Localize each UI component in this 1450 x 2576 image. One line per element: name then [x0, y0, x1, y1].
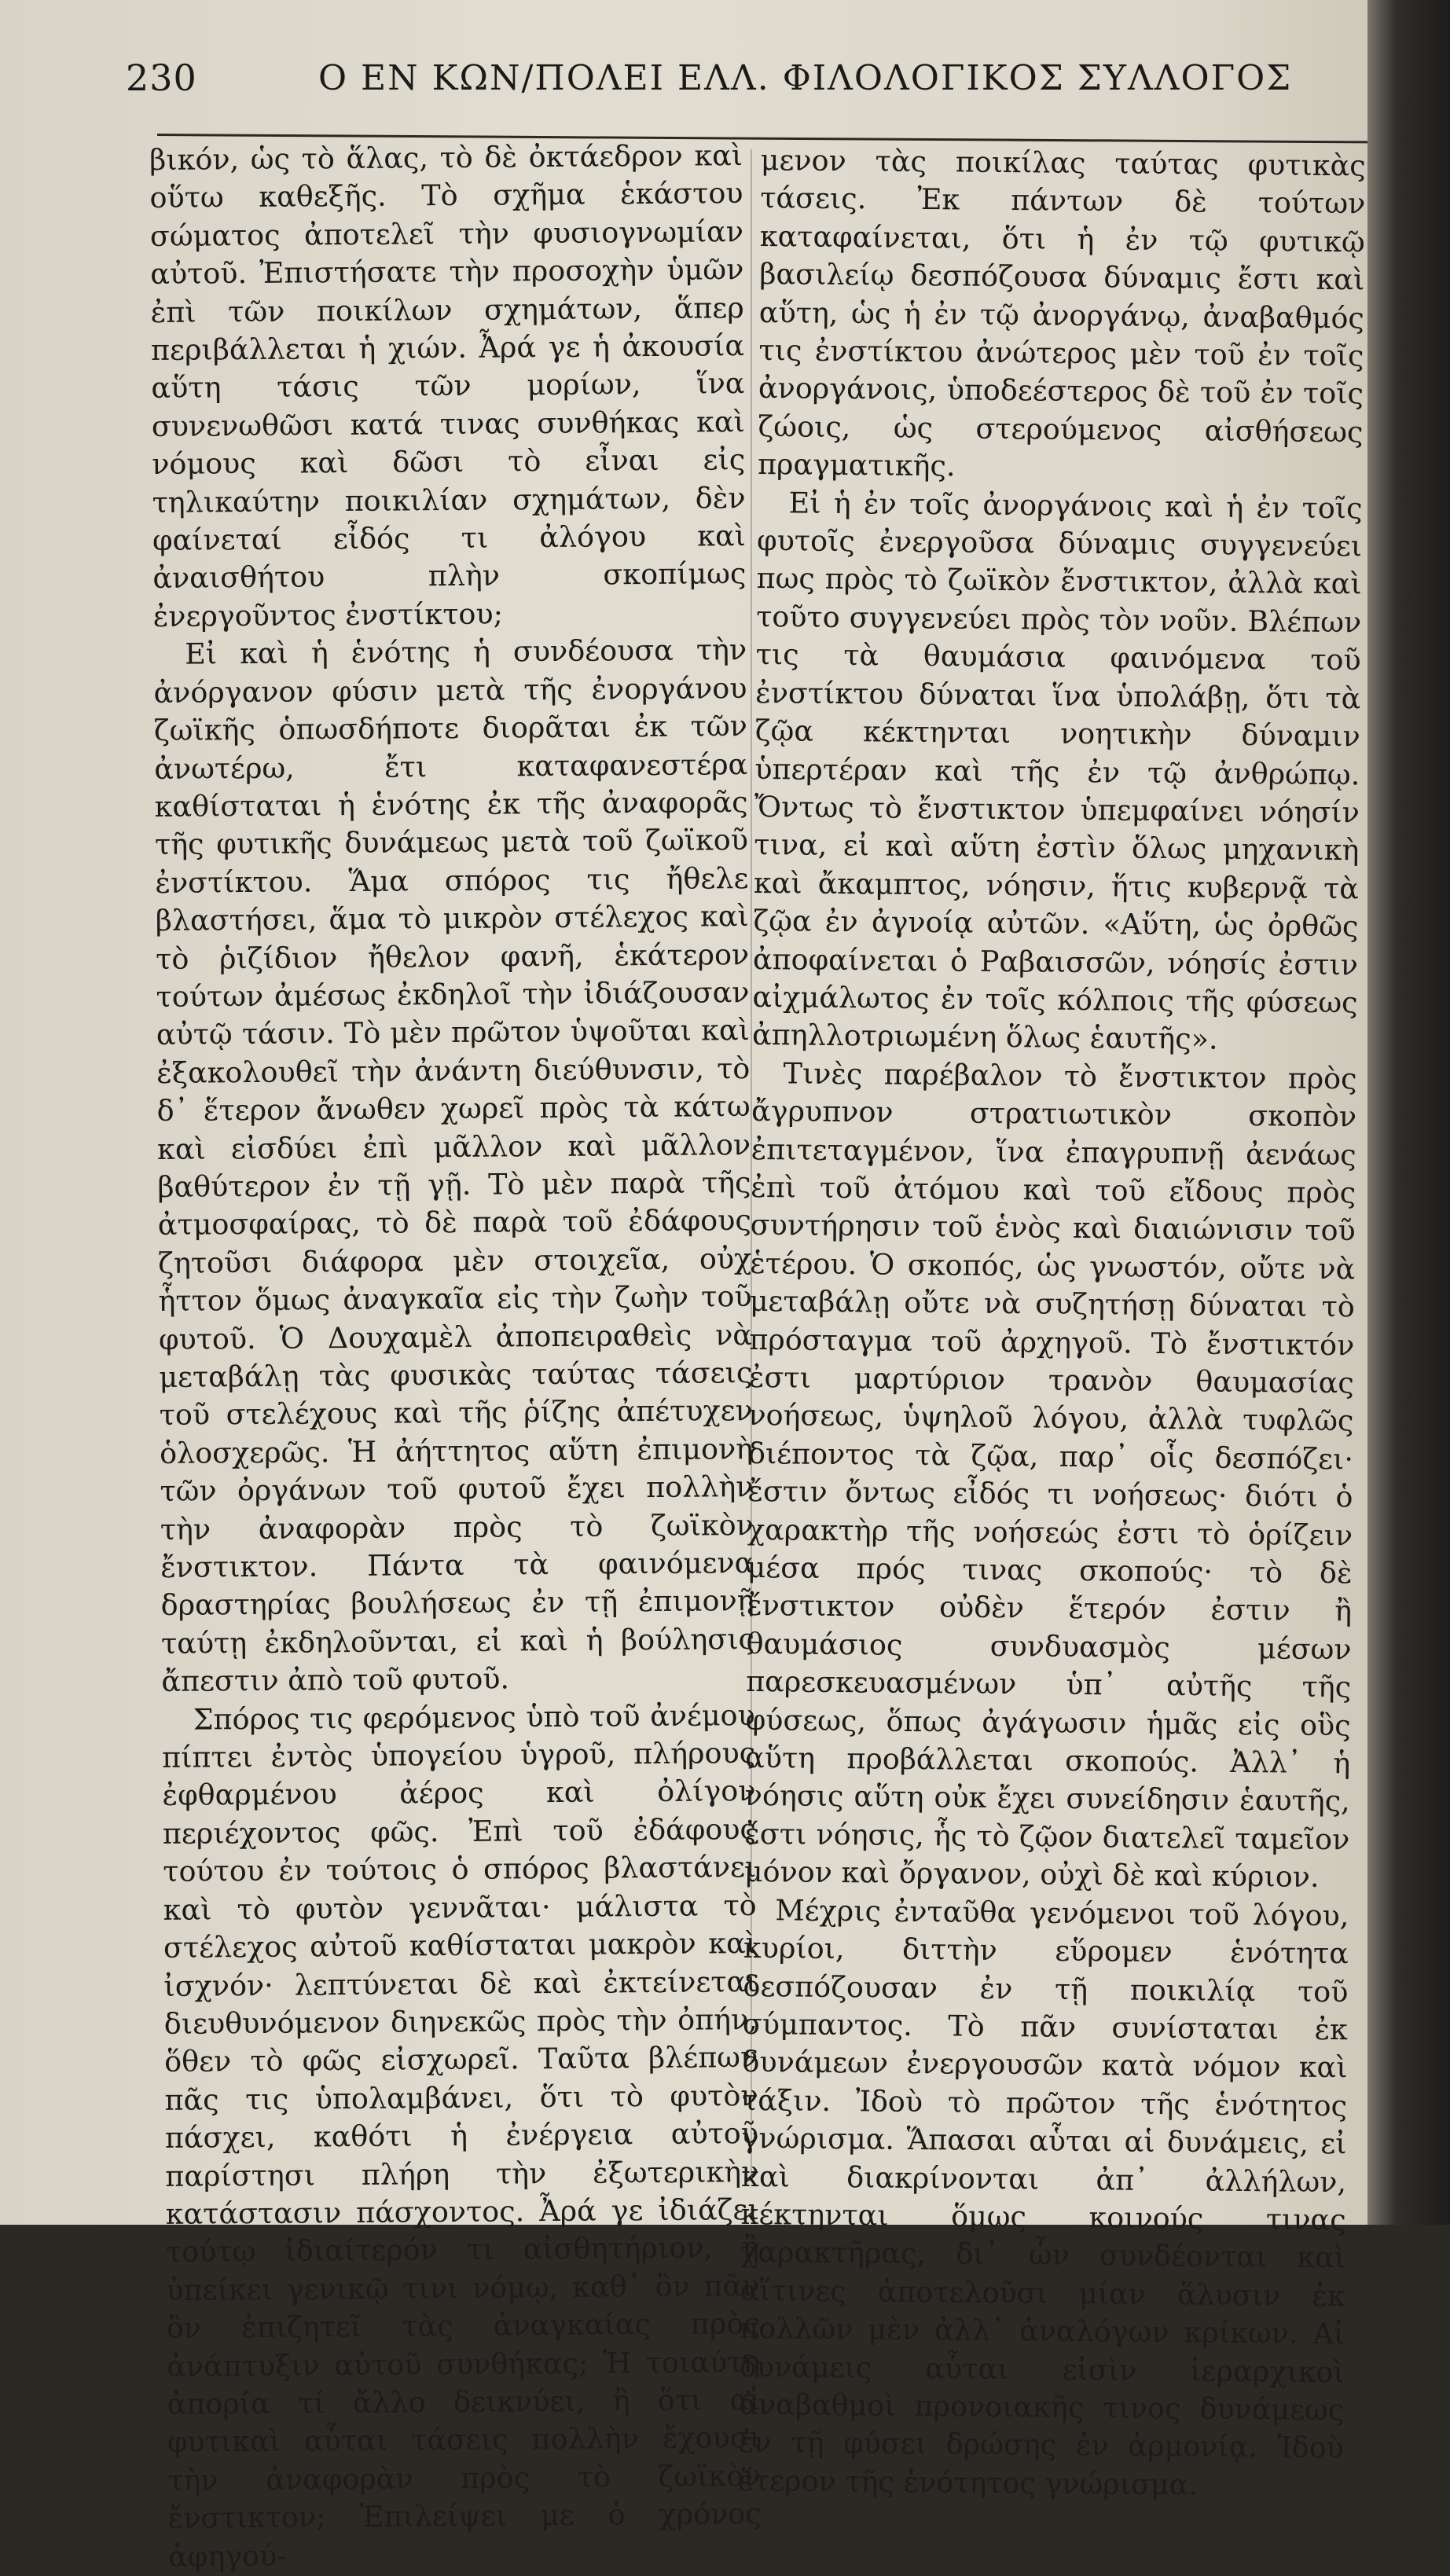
right-paragraph-2: Εἰ ἡ ἐν τοῖς ἀνοργάνοις καὶ ἡ ἐν τοῖς φυτοῖς ἐνεργοῦσα δύναμις συγγενεύει πως πρὸς τὸ ζωϊκὸν ἔνστικτον, ἀλλὰ καὶ τοῦτο συγγενεύει πρὸς τὸν νοῦν. Βλέπων τις τὰ θαυμάσια φαινόμενα τοῦ ἐνστίκτου δύναται ἵνα ὑπολάβῃ, ὅτι τὰ ζῷα κέκτηνται νοητικὴν δύναμιν ὑπερτέραν καὶ τῆς ἐν τῷ ἀνθρώπῳ. Ὄντως τὸ ἔνστικτον ὑπεμφαίνει νόησίν τινα, εἰ καὶ αὕτη ἐστὶν ὅλως μηχανικὴ καὶ ἄκαμπτος, νόησιν, ἥτις κυβερνᾷ τὰ ζῷα ἐν ἀγνοίᾳ αὐτῶν. «Αὕτη, ὡς ὀρθῶς ἀποφαίνεται ὁ Ραβαισσῶν, νόησίς ἐστιν αἰχμάλωτος ἐν τοῖς κόλποις τῆς φύσεως ἀπηλλοτριωμένη ὅλως ἑαυτῆς».: [751, 486, 1363, 1056]
page-number: 230: [126, 57, 197, 99]
right-column: [738, 141, 1366, 2505]
page-header: [126, 57, 1360, 119]
left-paragraph-3: Σπόρος τις φερόμενος ὑπὸ τοῦ ἀνέμου πίπτει ἐντὸς ὑπογείου ὑγροῦ, πλήρους ἐφθαρμένου ἀέρος καὶ ὀλίγον περιέχοντος φῶς. Ἐπὶ τοῦ ἐδάφους τούτου ἐν τούτοις ὁ σπόρος βλαστάνει καὶ τὸ φυτὸν γεννᾶται· μάλιστα τὸ στέλεχος αὐτοῦ καθίσταται μακρὸν καὶ ἰσχνόν· λεπτύνεται δὲ καὶ ἐκτείνεται διευθυνόμενον διηνεκῶς πρὸς τὴν ὀπήν, ὅθεν τὸ φῶς εἰσχωρεῖ. Ταῦτα βλέπων πᾶς τις ὑπολαμβάνει, ὅτι τὸ φυτὸν πάσχει, καθότι ἡ ἐνέργεια αὐτοῦ παρίστησι πλήρη τὴν ἐξωτερικὴν κατάστασιν πάσχοντος. Ἆρά γε ἰδιάζει τούτῳ ἰδιαίτερόν τι αἰσθητήριον, ἢ ὑπείκει γενικῷ τινι νόμῳ, καθ᾽ ὃν πᾶν ὂν ἐπιζητεῖ τὰς ἀναγκαίας πρὸς ἀνάπτυξιν αὐτοῦ συνθήκας; Ἡ τοιαύτη ἀπορία τί ἄλλο δεικνύει, ἢ ὅτι αἱ φυτικαὶ αὗται τάσεις πολλὴν ἔχουσι τὴν ἀναφορὰν πρὸς τὸ ζωϊκὸν ἔνστικτον; Ἐπιλείψει με ὁ χρόνος ἀφηγού-: [161, 1697, 762, 2574]
left-paragraph-1: βικόν, ὡς τὸ ἅλας, τὸ δὲ ὀκτάεδρον καὶ οὕτω καθεξῆς. Τὸ σχῆμα ἑκάστου σώματος ἀποτελεῖ τὴν φυσιογνωμίαν αὐτοῦ. Ἐπιστήσατε τὴν προσοχὴν ὑμῶν ἐπὶ τῶν ποικίλων σχημάτων, ἅπερ περιβάλλεται ἡ χιών. Ἆρά γε ἡ ἀκουσία αὕτη τάσις τῶν μορίων, ἵνα συνενωθῶσι κατά τινας συνθήκας καὶ νόμους καὶ δῶσι τὸ εἶναι εἰς τηλικαύτην ποικιλίαν σχημάτων, δὲν φαίνεταί εἶδός τι ἀλόγου καὶ ἀναισθήτου πλὴν σκοπίμως ἐνεργοῦντος ἐνστίκτου;: [149, 138, 747, 633]
right-paragraph-3: Τινὲς παρέβαλον τὸ ἔνστικτον πρὸς ἄγρυπνον στρατιωτικὸν σκοπὸν ἐπιτεταγμένον, ἵνα ἐπαγρυπνῇ ἀενάως ἐπὶ τοῦ ἀτόμου καὶ τοῦ εἴδους πρὸς συντήρησιν τοῦ ἑνὸς καὶ διαιώνισιν τοῦ ἑτέρου. Ὁ σκοπός, ὡς γνωστόν, οὔτε νὰ μεταβάλῃ οὔτε νὰ συζητήσῃ δύναται τὸ πρόσταγμα τοῦ ἀρχηγοῦ. Τὸ ἔνστικτόν ἐστι μαρτύριον τρανὸν θαυμασίας νοήσεως, ὑψηλοῦ λόγου, ἀλλὰ τυφλῶς διέποντος τὰ ζῷα, παρ᾽ οἷς δεσπόζει· ἔστιν ὄντως εἶδός τι νοήσεως· διότι ὁ χαρακτὴρ τῆς νοήσεώς ἐστι τὸ ὁρίζειν μέσα πρός τινας σκοπούς· τὸ δὲ ἔνστικτον οὐδὲν ἕτερόν ἐστιν ἢ θαυμάσιος συνδυασμὸς μέσων παρεσκευασμένων ὑπ᾽ αὐτῆς τῆς φύσεως, ὅπως ἀγάγωσιν ἡμᾶς εἰς οὓς αὕτη προβάλλεται σκοπούς. Ἀλλ᾽ ἡ νόησις αὕτη οὐκ ἔχει συνείδησιν ἑαυτῆς, ἔστι νόησις, ἧς τὸ ζῷον διατελεῖ ταμεῖον μόνον καὶ ὄργανον, οὐχὶ δὲ καὶ κύριον.: [743, 1056, 1357, 1895]
binding-shadow: [1367, 0, 1450, 2225]
running-title: Ο ΕΝ ΚΩΝ/ΠΟΛΕΙ ΕΛΛ. ΦΙΛΟΛΟΓΙΚΟΣ ΣΥΛΛΟΓΟΣ: [318, 58, 1293, 98]
right-paragraph-4: Μέχρις ἐνταῦθα γενόμενοι τοῦ λόγου, κυρίοι, διττὴν εὕρομεν ἑνότητα δεσπόζουσαν ἐν τῇ ποικιλίᾳ τοῦ σύμπαντος. Τὸ πᾶν συνίσταται ἐκ δυνάμεων ἐνεργουσῶν κατὰ νόμον καὶ τάξιν. Ἰδοὺ τὸ πρῶτον τῆς ἑνότητος γνώρισμα. Ἅπασαι αὗται αἱ δυνάμεις, εἰ καὶ διακρίνονται ἀπ᾽ ἀλλήλων, κέκτηνται ὅμως κοινούς τινας χαρακτῆρας, δι᾽ ὧν συνδέονται καὶ αἵτινες ἀποτελοῦσι μίαν ἅλυσιν ἐκ πολλῶν μὲν ἀλλ᾽ ἀναλόγων κρίκων. Αἱ δυνάμεις αὗται εἰσὶν ἱεραρχικοὶ ἀναβαθμοὶ προνοιακῆς τινος δυνάμεως ἐν τῇ φύσει δρώσης ἐν ἁρμονίᾳ. Ἰδοὺ ἕτερον τῆς ἑνότητος γνώρισμα.: [738, 1892, 1349, 2502]
left-paragraph-2: Εἰ καὶ ἡ ἑνότης ἡ συνδέουσα τὴν ἀνόργανον φύσιν μετὰ τῆς ἐνοργάνου ζωϊκῆς ὁπωσδήποτε διορᾶται ἐκ τῶν ἀνωτέρω, ἔτι καταφανεστέρα καθίσταται ἡ ἑνότης ἐκ τῆς ἀναφορᾶς τῆς φυτικῆς δυνάμεως μετὰ τοῦ ζωϊκοῦ ἐνστίκτου. Ἅμα σπόρος τις ἤθελε βλαστήσει, ἅμα τὸ μικρὸν στέλεχος καὶ τὸ ῥιζίδιον ἤθελον φανῆ, ἑκάτερον τούτων ἀμέσως ἐκδηλοῖ τὴν ἰδιάζουσαν αὐτῷ τάσιν. Τὸ μὲν πρῶτον ὑψοῦται καὶ ἐξακολουθεῖ τὴν ἀνάντη διεύθυνσιν, τὸ δ᾽ ἕτερον ἄνωθεν χωρεῖ πρὸς τὰ κάτω καὶ εἰσδύει ἐπὶ μᾶλλον καὶ μᾶλλον βαθύτερον ἐν τῇ γῇ. Τὸ μὲν παρὰ τῆς ἀτμοσφαίρας, τὸ δὲ παρὰ τοῦ ἐδάφους ζητοῦσι διάφορα μὲν στοιχεῖα, οὐχ ἧττον ὅμως ἀναγκαῖα εἰς τὴν ζωὴν τοῦ φυτοῦ. Ὁ Δουχαμὲλ ἀποπειραθεὶς νὰ μεταβάλῃ τὰς φυσικὰς ταύτας τάσεις τοῦ στελέχους καὶ τῆς ῥίζης ἀπέτυχεν ὁλοσχερῶς. Ἡ ἀήττητος αὕτη ἐπιμονὴ τῶν ὀργάνων τοῦ φυτοῦ ἔχει πολλὴν τὴν ἀναφορὰν πρὸς τὸ ζωϊκὸν ἔνστικτον. Πάντα τὰ φαινόμενα δραστηρίας βουλήσεως ἐν τῇ ἐπιμονῇ ταύτῃ ἐκδηλοῦνται, εἰ καὶ ἡ βούλησις ἄπεστιν ἀπὸ τοῦ φυτοῦ.: [153, 633, 755, 1699]
left-column: [149, 137, 762, 2576]
right-paragraph-1: μενον τὰς ποικίλας ταύτας φυτικὰς τάσεις. Ἐκ πάντων δὲ τούτων καταφαίνεται, ὅτι ἡ ἐν τῷ φυτικῷ βασιλείῳ δεσπόζουσα δύναμις ἔστι καὶ αὕτη, ὡς ἡ ἐν τῷ ἀνοργάνῳ, ἀναβαθμός τις ἐνστίκτου ἀνώτερος μὲν τοῦ ἐν τοῖς ἀνοργάνοις, ὑποδεέστερος δὲ τοῦ ἐν τοῖς ζώοις, ὡς στερούμενος αἰσθήσεως πραγματικῆς.: [757, 142, 1366, 483]
